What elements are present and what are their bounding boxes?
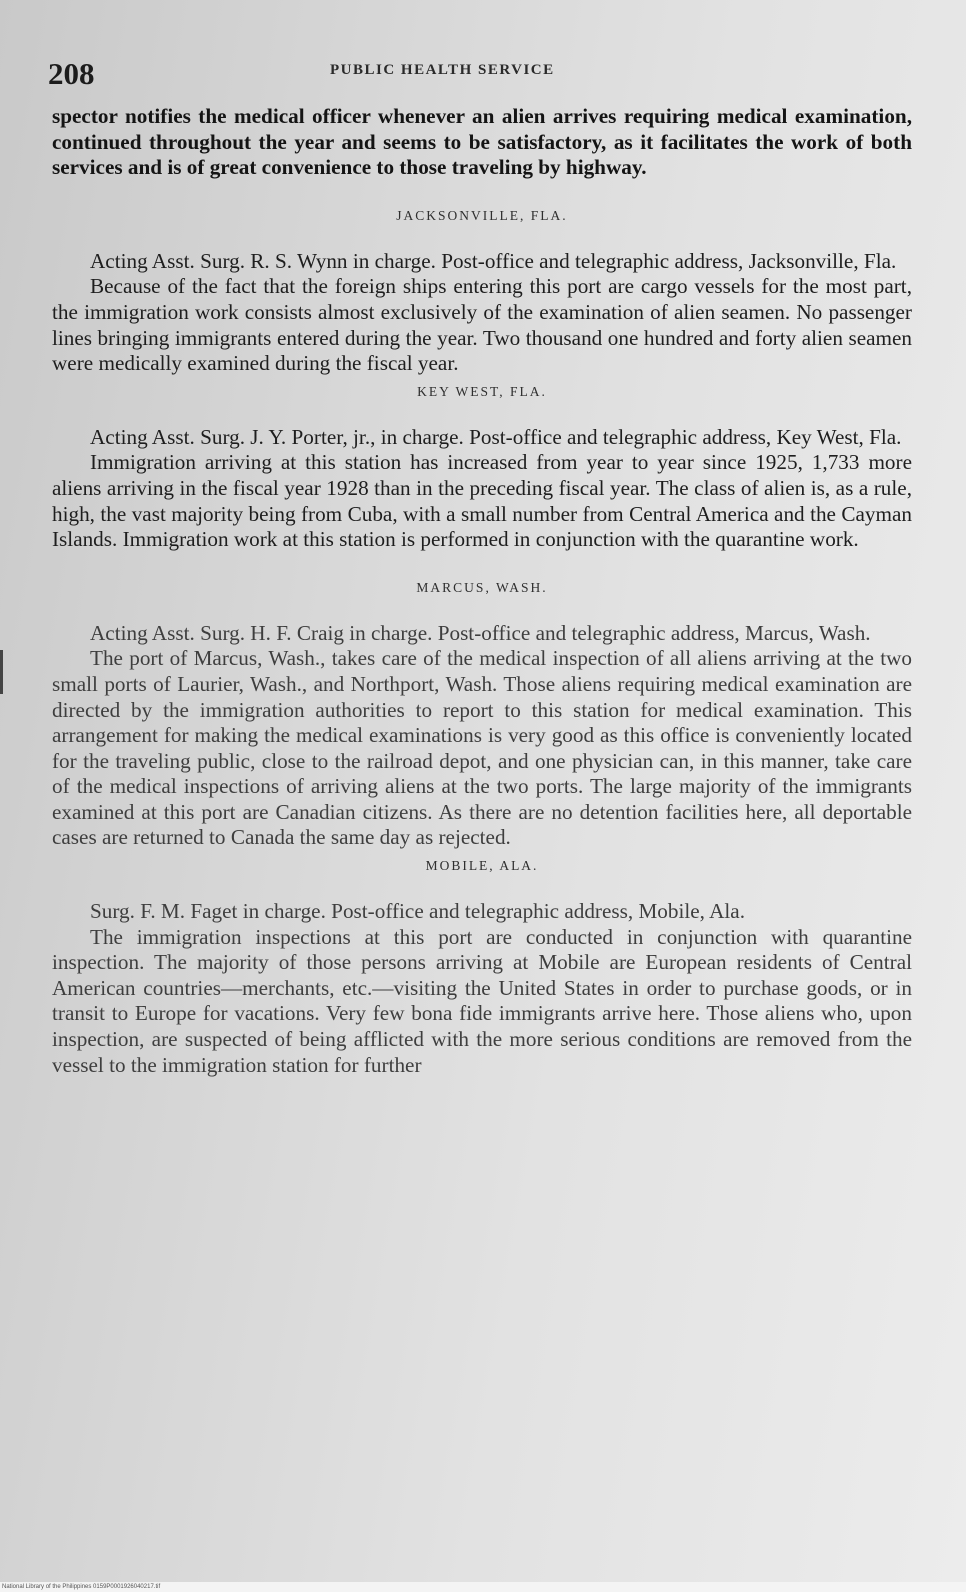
scan-edge-mark (0, 650, 3, 694)
scan-footer (0, 1582, 966, 1592)
body-paragraph-mobile: The immigration inspections at this port are conducted in conjunction with quarantine inspection. The majority of those persons arriving at Mobile are European residents of Central American countries—merchants, etc.—visiting the United States in order to purchase goods, or in transit to Europe for vacations. Very few bona fide immigrants arrive here. Those aliens who, upon inspection, are suspected of being afflicted with the more serious conditions are removed from the vessel to the immigration station for further (52, 924, 912, 1077)
page-number: 208 (48, 56, 95, 91)
body-paragraph-marcus: The port of Marcus, Wash., takes care of the medical inspection of all aliens arriving at the two small ports of Laurier, Wash., and Northport, Wash. Those aliens requiring medical examination are directed by the immigration authorities to report to this station for medical examination. This arrangement for making the medical examinations is very good as this office is conveniently located for the traveling public, close to the railroad depot, and one physician can, in this manner, take care of the medical inspections of arriving aliens at the two ports. The large majority of the immigrants examined at this port are Canadian citizens. As there are no detention facilities here, all deportable cases are returned to Canada the same day as rejected. (52, 646, 912, 850)
intro-paragraph: spector notifies the medical officer whenever an alien arrives requiring medical examination, continued throughout the year and seems to be satisfactory, as it facilitates the work of both services and is of great convenience to those traveling by highway. (52, 104, 912, 180)
section-heading-marcus: MARCUS, WASH. (416, 579, 548, 595)
officer-line-marcus: Acting Asst. Surg. H. F. Craig in charge. Post-office and telegraphic address, Marcus, Wash. (90, 620, 871, 645)
officer-line-jacksonville: Acting Asst. Surg. R. S. Wynn in charge. Post-office and telegraphic address, Jacksonville, Fla. (90, 248, 897, 273)
section-heading-mobile: MOBILE, ALA. (425, 858, 539, 874)
body-paragraph-jacksonville: Because of the fact that the foreign ships entering this port are cargo vessels for the most part, the immigration work consists almost exclusively of the examination of alien seamen. No passenger lines bringing immigrants entered during the year. Two thousand one hundred and forty alien seamen were medically examined during the fiscal year. (52, 274, 912, 376)
section-heading-jacksonville: JACKSONVILLE, FLA. (396, 207, 568, 223)
section-heading-key-west: KEY WEST, FLA. (417, 383, 547, 399)
page-header (48, 56, 908, 96)
officer-line-key-west: Acting Asst. Surg. J. Y. Porter, jr., in charge. Post-office and telegraphic address, Key West, Fla. (90, 424, 902, 449)
scan-footer-text: National Library of the Philippines 0159P0001926040217.tif (2, 1584, 161, 1590)
running-title: PUBLIC HEALTH SERVICE (330, 62, 555, 78)
officer-line-mobile: Surg. F. M. Faget in charge. Post-office and telegraphic address, Mobile, Ala. (90, 899, 745, 924)
body-paragraph-key-west: Immigration arriving at this station has increased from year to year since 1925, 1,733 more aliens arriving in the fiscal year 1928 than in the preceding fiscal year. The class of alien is, as a rule, high, the vast majority being from Cuba, with a small number from Central America and the Cayman Islands. Immigration work at this station is performed in conjunction with the quarantine work. (52, 450, 912, 552)
page-body (52, 104, 912, 1078)
